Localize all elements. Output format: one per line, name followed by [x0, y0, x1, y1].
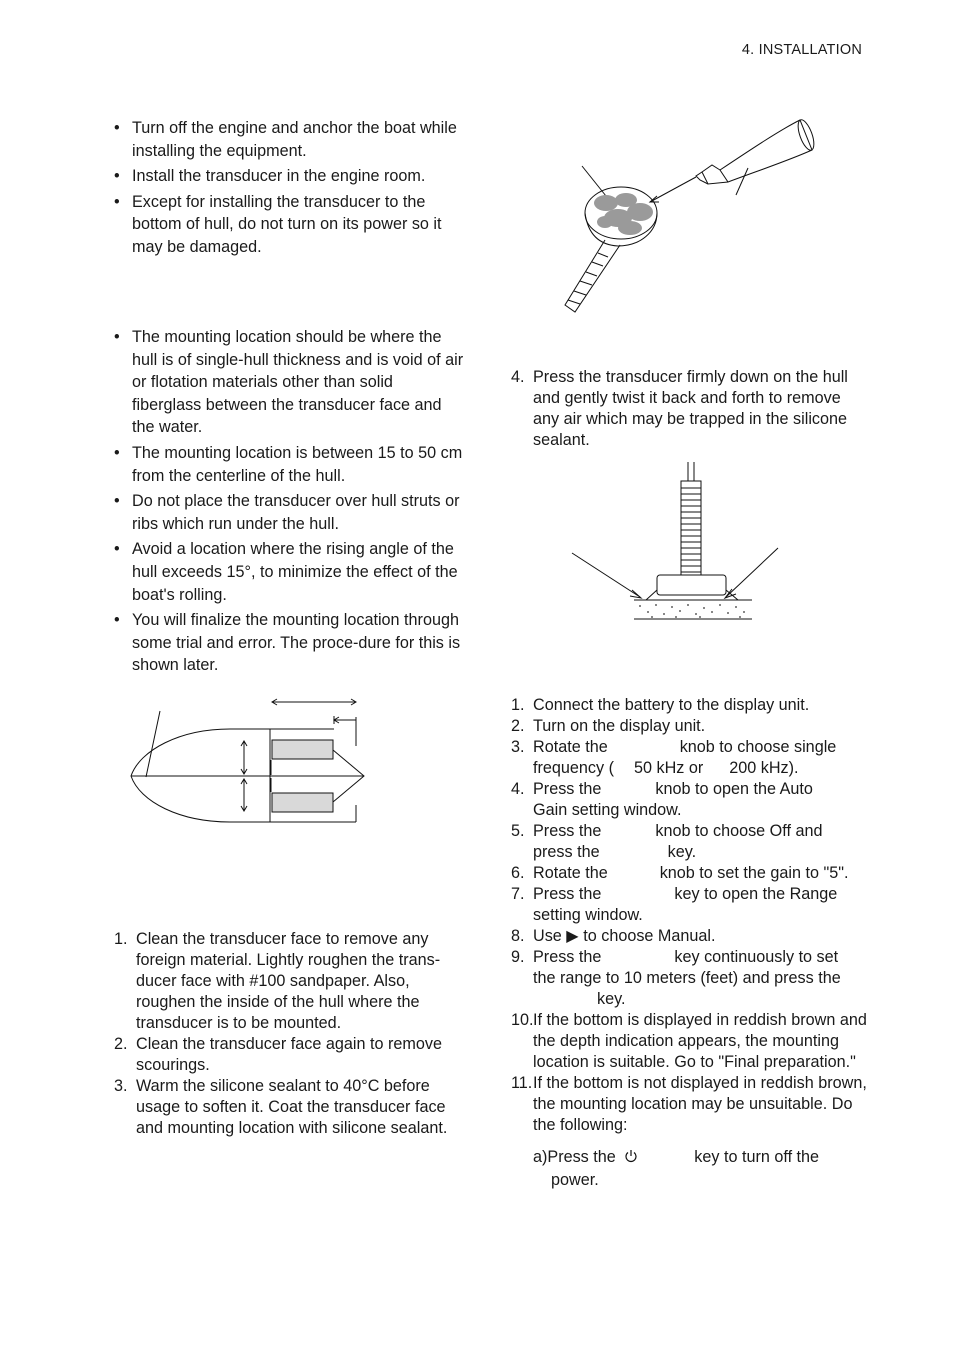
list-item: 11. If the bottom is not displayed in reddish brown, the mounting location may be unsuitable. Do the following: [511, 1074, 867, 1134]
list-item: • Turn off the engine and anchor the boat while installing the equipment. [114, 119, 457, 160]
install-step-4 [511, 367, 861, 451]
list-item: a)Press the key to turn off the power. [533, 1148, 820, 1189]
list-item: 4. Press the knob to open the Auto Gain setting window. [511, 780, 813, 819]
list-item: 8. Use ▶ to choose Manual. [511, 927, 716, 945]
list-item: • Do not place the transducer over hull struts or ribs which run under the hull. [114, 492, 460, 533]
test-steps [511, 695, 871, 1192]
list-item: • Except for installing the transducer to the bottom of hull, do not turn on its power so it may be damaged. [114, 192, 442, 256]
list-item: • You will finalize the mounting location through some trial and error. The proce-dure for this is shown later. [114, 611, 461, 675]
section-header: 4. INSTALLATION [741, 42, 862, 58]
list-item: 7. Press the key to open the Range setting window. [511, 885, 838, 924]
location-rules-list [114, 326, 466, 680]
list-item: • Install the transducer in the engine room. [114, 167, 426, 186]
list-item: 1. Clean the transducer face to remove any foreign material. Lightly roughen the trans-ducer face with #100 sandpaper. Also, roughen the inside of the hull where the transducer is to be mounted. [114, 930, 441, 1032]
list-item: 5. Press the knob to choose Off and press the key. [511, 822, 823, 861]
list-item: • The mounting location should be where the hull is of single-hull thickness and is void of air or flotation materials other than solid fiberglass between the transducer face and the water. [114, 328, 464, 437]
list-item: 3. Warm the silicone sealant to 40°C before usage to soften it. Coat the transducer face and mounting location with silicone sealant. [114, 1077, 448, 1137]
list-item: 3. Rotate the knob to choose single frequency ( 50 kHz or 200 kHz). [511, 738, 837, 777]
list-item: 9. Press the key continuously to set the range to 10 meters (feet) and press the key. [511, 948, 841, 1008]
list-item: • The mounting location is between 15 to 50 cm from the centerline of the hull. [114, 443, 463, 485]
list-item: 2. Clean the transducer face again to remove scourings. [114, 1035, 442, 1074]
list-item: 2. Turn on the display unit. [511, 717, 706, 735]
list-item: • Avoid a location where the rising angle of the hull exceeds 15°, to minimize the effect of the boat's rolling. [114, 540, 458, 604]
list-item: 6. Rotate the knob to set the gain to "5". [511, 864, 849, 882]
precautions-list [114, 117, 466, 262]
list-item: 1. Connect the battery to the display unit. [511, 696, 810, 714]
install-steps [114, 929, 468, 1139]
list-item: 10. If the bottom is displayed in reddish brown and the depth indication appears, the mounting location is suitable. Go to "Final preparation." [511, 1011, 867, 1071]
list-item: 4. Press the transducer firmly down on the hull and gently twist it back and forth to remove any air which may be trapped in the silicone sealant. [511, 368, 848, 449]
power-icon [623, 1148, 639, 1164]
